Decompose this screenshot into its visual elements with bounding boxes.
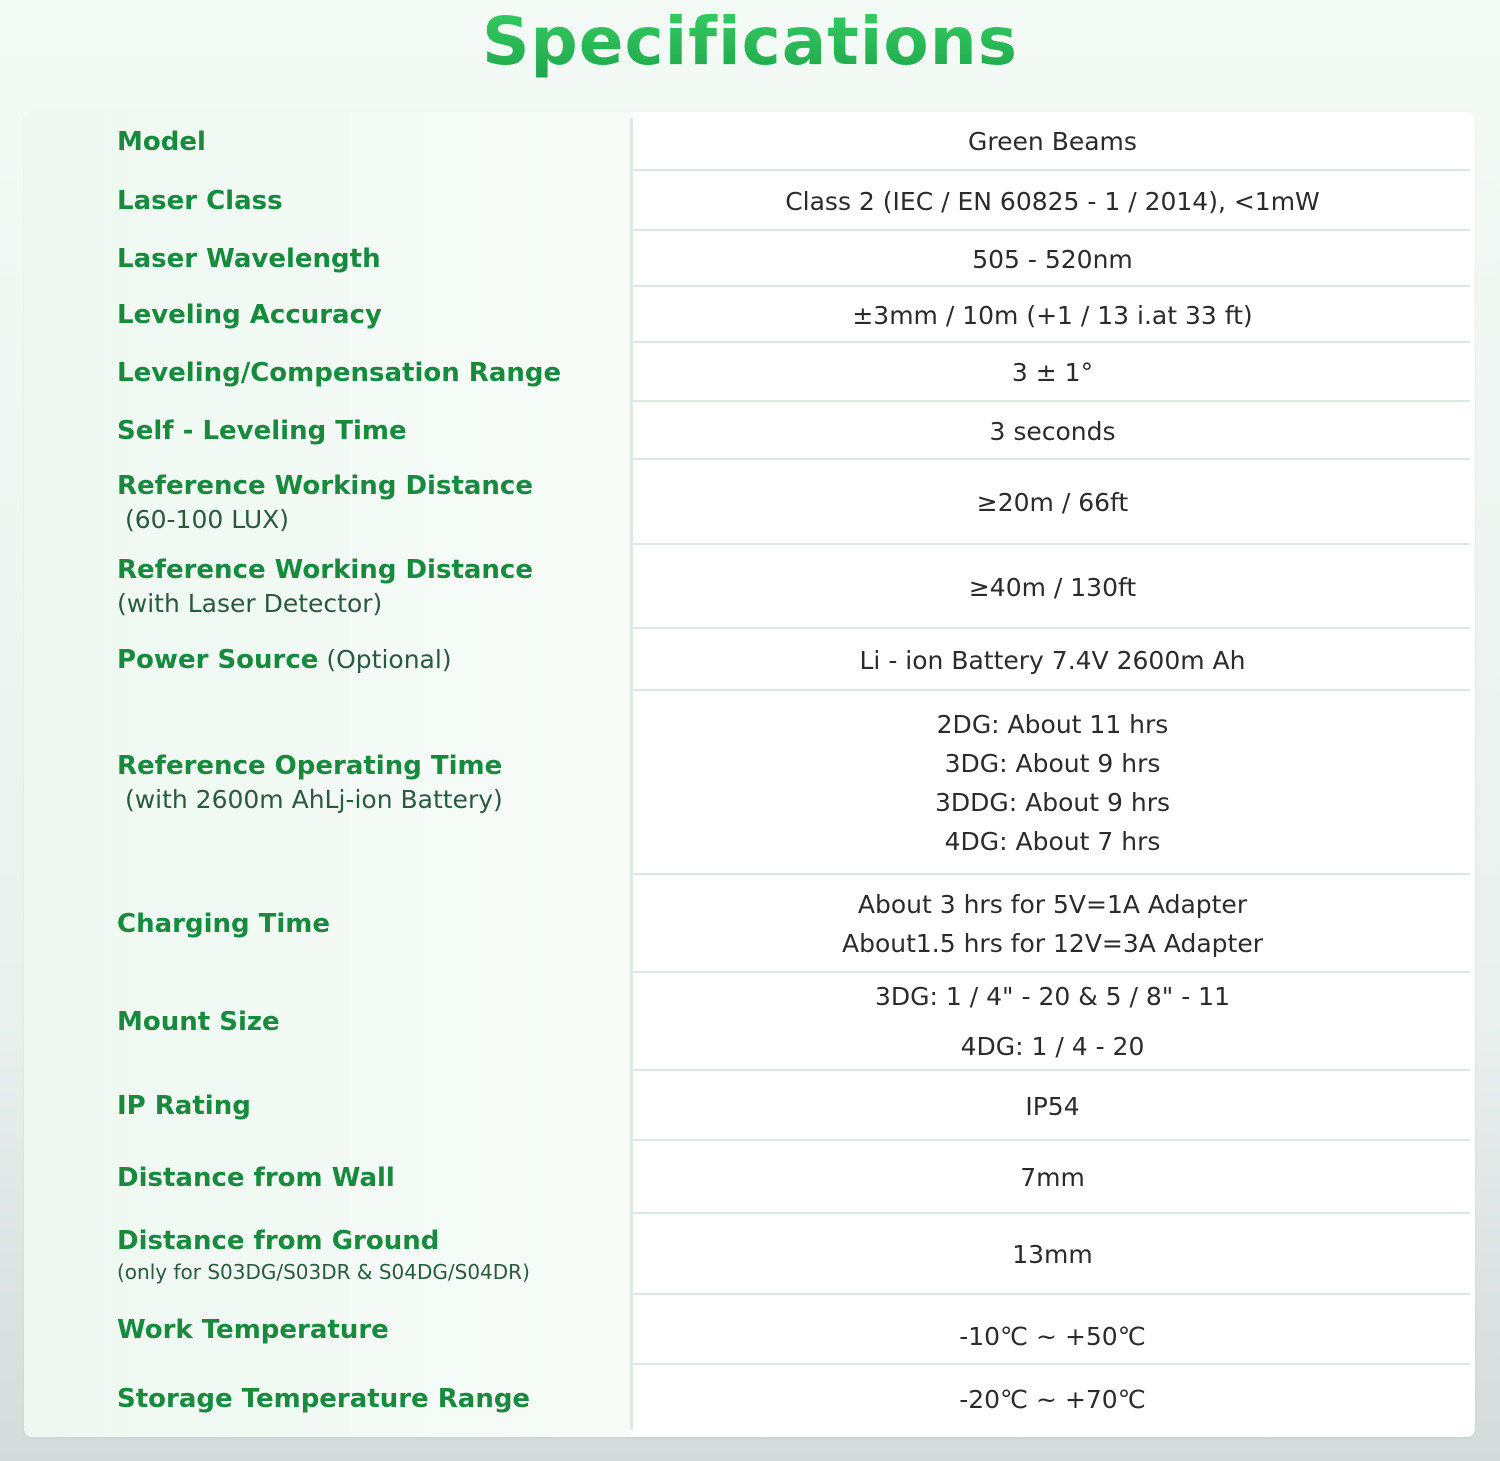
spec-row-distance-ground (24, 1214, 1475, 1295)
spec-label-extra: (Optional) (318, 645, 452, 674)
spec-table (24, 112, 1475, 1437)
spec-label (117, 1141, 617, 1214)
spec-label-main: Leveling Accuracy (117, 300, 382, 330)
spec-label-sub: (with 2600m AhLj-ion Battery) (117, 785, 503, 814)
spec-label-main: Self - Leveling Time (117, 416, 407, 446)
spec-value (633, 545, 1472, 629)
spec-label-main: Reference Working Distance (117, 470, 533, 501)
spec-row-charging-time (24, 875, 1475, 973)
spec-value (633, 1214, 1472, 1295)
spec-row-operating-time (24, 691, 1475, 875)
spec-label (117, 1295, 617, 1365)
spec-value-text: 13mm (1012, 1240, 1093, 1269)
spec-label-main: Storage Temperature Range (117, 1384, 531, 1414)
spec-value (633, 287, 1472, 343)
spec-value (633, 1295, 1472, 1365)
spec-value (633, 629, 1472, 691)
spec-label-main: IP Rating (117, 1091, 251, 1121)
spec-row-self-leveling-time (24, 402, 1475, 460)
spec-label-main: Reference Operating Time (117, 751, 503, 781)
spec-value-text: Li - ion Battery 7.4V 2600m Ah (859, 645, 1246, 675)
spec-value (633, 691, 1472, 875)
spec-value (633, 460, 1472, 545)
spec-value-line: 2DG: About 11 hrs (936, 710, 1169, 739)
spec-value-text: 7mm (1020, 1163, 1085, 1192)
spec-label (117, 973, 617, 1071)
spec-value-line: 4DG: About 7 hrs (944, 827, 1161, 856)
spec-row-mount-size (24, 973, 1475, 1071)
spec-value-text: 3 ± 1° (1011, 358, 1094, 387)
spec-value (633, 1365, 1472, 1433)
spec-label-main: Leveling/Compensation Range (117, 357, 562, 388)
spec-label-main: Reference Working Distance (117, 555, 533, 585)
spec-label (117, 112, 617, 171)
spec-row-storage-temperature (24, 1365, 1475, 1433)
spec-label (117, 231, 617, 287)
spec-label-main-text: Power Source (117, 645, 319, 675)
spec-value (633, 1141, 1472, 1214)
spec-value (633, 231, 1472, 287)
spec-label (117, 691, 617, 875)
spec-value (633, 973, 1472, 1071)
spec-row-laser-class (24, 171, 1475, 231)
spec-value-text: -20℃ ~ +70℃ (959, 1384, 1146, 1414)
spec-value-text: Class 2 (IEC / EN 60825 - 1 / 2014), <1mW (785, 186, 1320, 216)
spec-row-working-distance-detector (24, 545, 1475, 629)
spec-row-compensation-range (24, 343, 1475, 402)
spec-value-text: 505 - 520nm (972, 244, 1133, 274)
spec-value-line: 3DG: About 9 hrs (944, 749, 1161, 778)
spec-label-main: Laser Wavelength (117, 244, 381, 274)
spec-value (633, 402, 1472, 460)
spec-label (117, 460, 617, 545)
spec-label-main: Laser Class (117, 186, 283, 216)
spec-value (633, 112, 1472, 171)
spec-value-line: 3DDG: About 9 hrs (934, 788, 1170, 817)
spec-label (117, 1365, 617, 1433)
spec-label (117, 343, 617, 402)
spec-value-text: IP54 (1025, 1091, 1080, 1121)
spec-label-main: Charging Time (117, 909, 331, 939)
page-title: Specifications (0, 0, 1500, 100)
spec-label-main: Distance from Wall (117, 1162, 395, 1193)
spec-value (633, 875, 1472, 973)
spec-label-sub: (only for S03DG/S03DR & S04DG/S04DR) (117, 1259, 530, 1284)
spec-row-leveling-accuracy (24, 287, 1475, 343)
spec-label-sub: (60-100 LUX) (117, 504, 290, 534)
spec-value-text: -10℃ ~ +50℃ (959, 1321, 1146, 1351)
spec-label-main (117, 643, 617, 677)
spec-label-main: Model (117, 126, 206, 157)
spec-value-line: 4DG: 1 / 4 - 20 (960, 1032, 1145, 1061)
spec-label (117, 629, 617, 691)
spec-value (633, 171, 1472, 231)
spec-value-text: Green Beams (968, 127, 1137, 156)
spec-value-text: ±3mm / 10m (+1 / 13 i.at 33 ft) (852, 300, 1253, 330)
spec-label-main: Work Temperature (117, 1315, 389, 1345)
spec-label-main: Mount Size (117, 1007, 280, 1037)
spec-label (117, 1071, 617, 1141)
spec-row-power-source (24, 629, 1475, 691)
spec-row-work-temperature (24, 1295, 1475, 1365)
spec-label-main: Distance from Ground (117, 1225, 440, 1256)
spec-label (117, 875, 617, 973)
spec-row-ip-rating (24, 1071, 1475, 1141)
spec-label (117, 402, 617, 460)
spec-row-wavelength (24, 231, 1475, 287)
spec-row-working-distance-lux (24, 460, 1475, 545)
spec-value (633, 343, 1472, 402)
spec-value-line: 3DG: 1 / 4" - 20 & 5 / 8" - 11 (875, 982, 1230, 1011)
spec-value-text: 3 seconds (989, 416, 1116, 446)
spec-value-text: ≥20m / 66ft (976, 488, 1129, 517)
spec-value (633, 1071, 1472, 1141)
spec-value-text: ≥40m / 130ft (968, 572, 1137, 602)
spec-label (117, 545, 617, 629)
spec-label (117, 1214, 617, 1295)
spec-label-sub: (with Laser Detector) (117, 589, 383, 618)
spec-label (117, 171, 617, 231)
spec-row-model (24, 112, 1475, 171)
spec-row-distance-wall (24, 1141, 1475, 1214)
spec-label (117, 287, 617, 343)
spec-value-line: About1.5 hrs for 12V=3A Adapter (841, 929, 1264, 958)
spec-value-line: About 3 hrs for 5V=1A Adapter (857, 890, 1248, 919)
